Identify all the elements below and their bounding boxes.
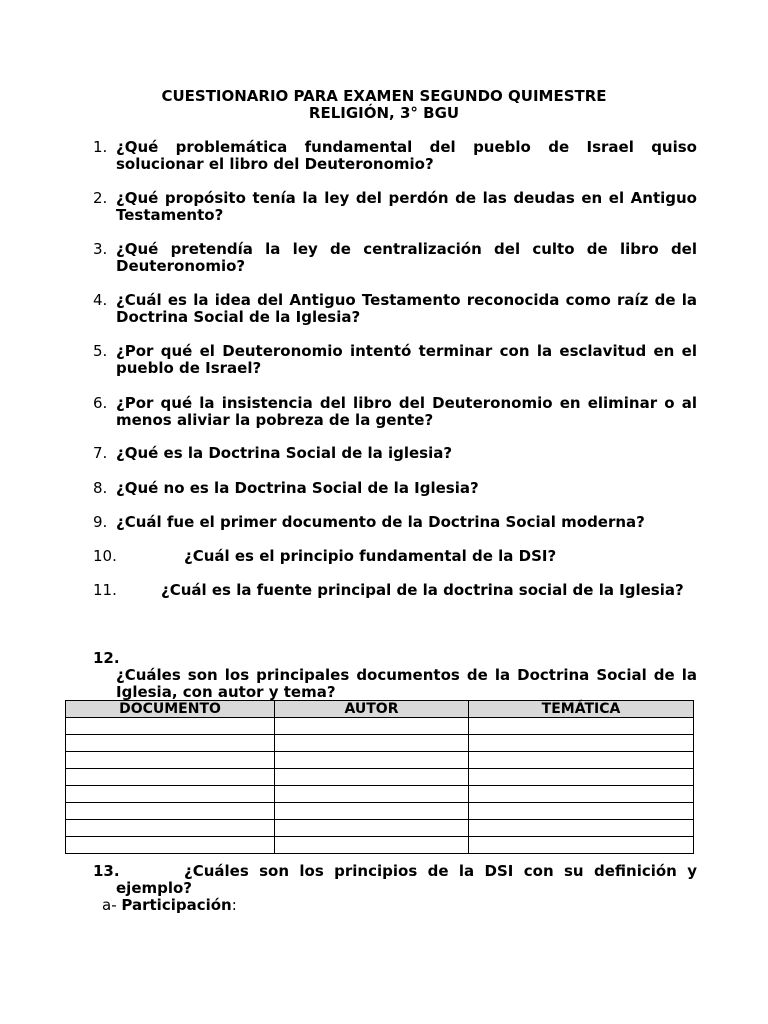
question-4 bbox=[93, 292, 697, 326]
table-row bbox=[66, 786, 694, 803]
subitem-label: Participación bbox=[121, 896, 232, 914]
column-header-tematica: TEMÁTICA bbox=[469, 701, 694, 718]
table-row bbox=[66, 752, 694, 769]
table-cell[interactable] bbox=[275, 718, 469, 735]
question-3 bbox=[93, 241, 697, 275]
table-cell[interactable] bbox=[469, 837, 694, 854]
table-row bbox=[66, 769, 694, 786]
question-11 bbox=[93, 582, 697, 599]
table-cell[interactable] bbox=[66, 769, 275, 786]
table-cell[interactable] bbox=[469, 718, 694, 735]
table-row bbox=[66, 718, 694, 735]
table-cell[interactable] bbox=[275, 837, 469, 854]
question-2 bbox=[93, 190, 697, 224]
table-cell[interactable] bbox=[66, 718, 275, 735]
question-text: ¿Cuál es la fuente principal de la doctrina social de la Iglesia? bbox=[161, 581, 684, 599]
question-text: ¿Cuál fue el primer documento de la Doctrina Social moderna? bbox=[116, 513, 645, 531]
question-number: 9. bbox=[93, 513, 108, 531]
documents-table bbox=[65, 700, 694, 854]
question-number: 11. bbox=[93, 581, 117, 599]
question-text: ¿Qué propósito tenía la ley del perdón de las deudas en el Antiguo Testamento? bbox=[116, 189, 697, 224]
question-text: ¿Qué no es la Doctrina Social de la Iglesia? bbox=[116, 479, 479, 497]
table-cell[interactable] bbox=[469, 735, 694, 752]
document-subtitle: RELIGIÓN, 3° BGU bbox=[308, 104, 460, 122]
table-cell[interactable] bbox=[275, 735, 469, 752]
question-8 bbox=[93, 480, 697, 497]
table-cell[interactable] bbox=[66, 752, 275, 769]
question-text: ¿Por qué la insistencia del libro del Deuteronomio en eliminar o al menos aliviar la pobreza de la gente? bbox=[116, 394, 697, 429]
subitem-marker: a- bbox=[102, 896, 117, 914]
question-number: 3. bbox=[93, 240, 108, 258]
table-cell[interactable] bbox=[66, 803, 275, 820]
question-number: 7. bbox=[93, 444, 108, 462]
question-number: 1. bbox=[93, 138, 108, 156]
table-cell[interactable] bbox=[66, 820, 275, 837]
question-text: ¿Cuáles son los principios de la DSI con su definición y ejemplo? bbox=[116, 862, 697, 897]
table-cell[interactable] bbox=[469, 752, 694, 769]
column-header-autor: AUTOR bbox=[275, 701, 469, 718]
question-number: 5. bbox=[93, 342, 108, 360]
question-text: ¿Cuál es la idea del Antiguo Testamento reconocida como raíz de la Doctrina Social de la Iglesia? bbox=[116, 291, 697, 326]
question-number: 10. bbox=[93, 547, 117, 565]
question-text: ¿Qué pretendía la ley de centralización del culto de libro del Deuteronomio? bbox=[116, 240, 697, 275]
table-cell[interactable] bbox=[469, 769, 694, 786]
question-9 bbox=[93, 514, 697, 531]
table-row bbox=[66, 837, 694, 854]
question-10 bbox=[93, 548, 697, 565]
question-text: ¿Qué problemática fundamental del pueblo de Israel quiso solucionar el libro del Deuteronomio? bbox=[116, 138, 697, 173]
table-cell[interactable] bbox=[469, 786, 694, 803]
table-row bbox=[66, 820, 694, 837]
table-cell[interactable] bbox=[275, 769, 469, 786]
subitem-a bbox=[102, 897, 237, 914]
document-title: CUESTIONARIO PARA EXAMEN SEGUNDO QUIMESTRE bbox=[161, 87, 607, 105]
table-cell[interactable] bbox=[275, 786, 469, 803]
question-12-text: ¿Cuáles son los principales documentos de la Doctrina Social de la Iglesia, con autor y tema? bbox=[116, 666, 697, 701]
question-5 bbox=[93, 343, 697, 377]
question-number: 4. bbox=[93, 291, 108, 309]
column-header-documento: DOCUMENTO bbox=[66, 701, 275, 718]
question-7 bbox=[93, 445, 697, 462]
table-cell[interactable] bbox=[66, 786, 275, 803]
table-cell[interactable] bbox=[469, 803, 694, 820]
table-cell[interactable] bbox=[275, 752, 469, 769]
question-text: ¿Por qué el Deuteronomio intentó terminar con la esclavitud en el pueblo de Israel? bbox=[116, 342, 697, 377]
table-header-row bbox=[66, 701, 694, 718]
question-13 bbox=[93, 863, 697, 897]
table-row bbox=[66, 735, 694, 752]
question-number: 2. bbox=[93, 189, 108, 207]
question-number: 8. bbox=[93, 479, 108, 497]
table-cell[interactable] bbox=[275, 820, 469, 837]
table-cell[interactable] bbox=[275, 803, 469, 820]
table-cell[interactable] bbox=[469, 820, 694, 837]
question-text: ¿Cuál es el principio fundamental de la DSI? bbox=[184, 547, 557, 565]
question-text: ¿Qué es la Doctrina Social de la iglesia? bbox=[116, 444, 453, 462]
question-number: 6. bbox=[93, 394, 108, 412]
table-row bbox=[66, 803, 694, 820]
question-6 bbox=[93, 395, 697, 429]
question-number: 13. bbox=[93, 862, 120, 880]
question-1 bbox=[93, 139, 697, 173]
table-cell[interactable] bbox=[66, 735, 275, 752]
subitem-suffix: : bbox=[231, 896, 237, 914]
table-cell[interactable] bbox=[66, 837, 275, 854]
question-12-number: 12. bbox=[93, 649, 120, 667]
